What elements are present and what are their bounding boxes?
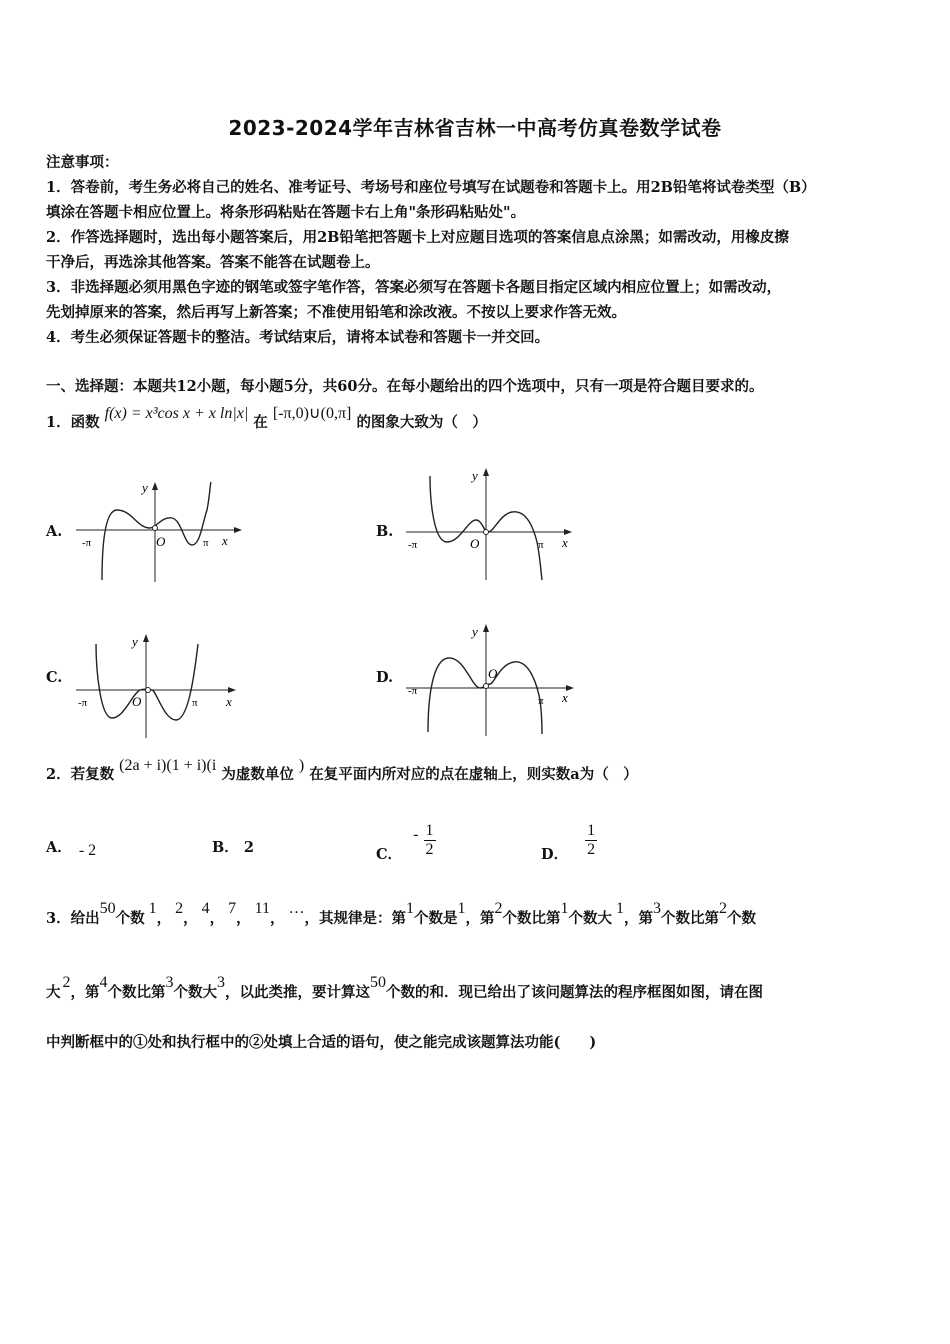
- q1-prefix: 1．函数: [46, 414, 100, 431]
- graph-d-origin: O: [488, 666, 498, 681]
- q3-text: 3．给出: [46, 910, 100, 927]
- notice-line: 先划掉原来的答案，然后再写上新答案；不准使用铅笔和涂改液。不按以上要求作答无效。: [46, 304, 626, 321]
- q1-mid: 在: [253, 414, 268, 431]
- q2-option-a-value: - 2: [78, 842, 97, 859]
- q3-number: 2: [494, 900, 503, 917]
- q3-number: 3: [165, 974, 174, 991]
- question-3-line-1: 3．给出50个数1，2，4，7，11，…，其规律是：第1个数是1，第2个数比第1个数大1，第3个数比第2个数: [46, 900, 756, 927]
- q3-text: 个数: [115, 910, 145, 927]
- q3-number: 50: [99, 900, 116, 917]
- q3-text: ，以此类推，要计算这: [225, 984, 370, 1001]
- q1-suffix: 的图象大致为（ ）: [356, 414, 487, 431]
- q3-number: 1: [457, 900, 466, 917]
- q3-seq-item: 4: [201, 900, 210, 917]
- q2-option-b-label: B．: [212, 839, 239, 856]
- q2-suffix: 在复平面内所对应的点在虚轴上，则实数a为（ ）: [309, 766, 638, 783]
- q2-option-d-den: 2: [587, 841, 596, 858]
- q2-formula: (2a + i)(1 + i)(i: [119, 757, 217, 774]
- q3-text: 个数比第: [107, 984, 166, 1001]
- q3-number: 3: [217, 974, 225, 991]
- q3-number: 4: [99, 974, 108, 991]
- graph-c-origin: O: [132, 694, 142, 709]
- q3-number: 1: [560, 900, 569, 917]
- question-2: [46, 757, 638, 787]
- q2-prefix: 2．若复数: [46, 766, 115, 783]
- q2-option-b-value: 2: [243, 839, 254, 856]
- q3-number: 1: [616, 900, 624, 917]
- graph-b-pi: π: [538, 539, 544, 551]
- q2-option-d: [541, 810, 597, 863]
- q2-paren: ): [298, 757, 305, 774]
- notice-heading: 注意事项：: [46, 154, 119, 171]
- q3-text: ，其规律是：第: [304, 910, 406, 927]
- q3-seq-item: 1: [148, 900, 157, 917]
- q1-formula: f(x) = x³cos x + x ln|x|: [104, 405, 249, 422]
- graph-b-x-label: x: [562, 535, 568, 550]
- q3-text: 个数比第: [661, 910, 719, 927]
- q3-text: 个数: [727, 910, 756, 927]
- q2-option-c-num: 1: [425, 822, 434, 839]
- graph-a-origin: O: [156, 534, 166, 549]
- graph-a-pi: π: [203, 537, 209, 549]
- q3-number: 2: [62, 974, 71, 991]
- q3-text: 个数比第: [502, 910, 561, 927]
- graph-a-y-label: y: [142, 480, 148, 495]
- q3-text: 个数的和．现已给出了该问题算法的程序框图如图，请在图: [386, 984, 763, 1001]
- q1-option-a-label: A.: [46, 523, 63, 540]
- q1-option-c-label: C.: [46, 669, 63, 686]
- q2-option-c: [376, 810, 436, 863]
- q1-graph-a: [72, 470, 247, 585]
- q2-option-d-fraction: [585, 822, 597, 859]
- q3-seq-item: 2: [175, 900, 184, 917]
- section-heading: 一、选择题：本题共12小题，每小题5分，共60分。在每小题给出的四个选项中，只有一项是符合题目要求的。: [46, 378, 764, 395]
- page-title: 2023-2024学年吉林省吉林一中高考仿真卷数学试卷: [228, 116, 722, 140]
- q2-option-c-fraction: [424, 822, 436, 859]
- q3-seq-item: 11: [254, 900, 270, 917]
- graph-b-y-label: y: [472, 468, 478, 483]
- q3-text: 个数大: [173, 984, 217, 1001]
- graph-b-neg-pi: -π: [408, 539, 418, 551]
- q3-text: 大: [46, 984, 61, 1001]
- q1-graph-d: [402, 620, 580, 738]
- q3-text: 个数大: [568, 910, 612, 927]
- question-3-line-2: [46, 974, 763, 1005]
- notice-line: 2．作答选择题时，选出每小题答案后，用2B铅笔把答题卡上对应题目选项的答案信息点涂黑；如需改动，用橡皮擦: [46, 229, 789, 246]
- q3-text: ，第: [624, 910, 653, 927]
- q2-option-b: [212, 836, 254, 857]
- q3-number: 2: [719, 900, 727, 917]
- q2-option-c-sign: -: [413, 825, 419, 843]
- graph-d-y-label: y: [472, 624, 478, 639]
- q1-domain: [-π,0)∪(0,π]: [272, 405, 352, 422]
- q3-seq-item: …: [288, 900, 305, 917]
- question-1: [46, 405, 487, 435]
- q3-number: 50: [370, 974, 386, 991]
- notice-line: 4．考生必须保证答题卡的整洁。考试结束后，请将本试卷和答题卡一并交回。: [46, 329, 550, 346]
- q2-option-d-label: D．: [541, 845, 569, 863]
- q3-text: 个数是: [414, 910, 458, 927]
- q2-option-c-den: 2: [425, 841, 434, 858]
- graph-c-x-label: x: [226, 694, 232, 709]
- q1-option-d-label: D.: [376, 669, 394, 686]
- q3-text: ，第: [465, 910, 495, 927]
- q3-text: ，第: [70, 984, 100, 1001]
- graph-c-y-label: y: [132, 634, 138, 649]
- notice-line: 填涂在答题卡相应位置上。将条形码粘贴在答题卡右上角"条形码粘贴处"。: [46, 204, 526, 221]
- q1-option-b-label: B.: [376, 523, 394, 540]
- graph-d-pi: π: [538, 695, 544, 707]
- graph-c-pi: π: [192, 697, 198, 709]
- q3-number: 3: [653, 900, 661, 917]
- graph-c-neg-pi: -π: [78, 697, 88, 709]
- q2-option-d-num: 1: [587, 822, 596, 839]
- q1-graph-b: [402, 462, 577, 584]
- notice-line: 3．非选择题必须用黑色字迹的钢笔或签字笔作答，答案必须写在答题卡各题目指定区域内相应位置上；如需改动，: [46, 279, 782, 296]
- q3-seq-item: 7: [228, 900, 237, 917]
- q3-number: 1: [406, 900, 414, 917]
- graph-d-x-label: x: [562, 690, 568, 705]
- question-3-line-3: 中判断框中的①处和执行框中的②处填上合适的语句，使之能完成该题算法功能( ): [46, 1034, 597, 1051]
- graph-b-origin: O: [470, 536, 480, 551]
- q2-option-a-label: A．: [46, 839, 72, 856]
- graph-a-neg-pi: -π: [82, 537, 92, 549]
- graph-d-neg-pi: -π: [408, 685, 418, 697]
- graph-a-x-label: x: [222, 533, 228, 548]
- notice-line: 1．答卷前，考生务必将自己的姓名、准考证号、考场号和座位号填写在试题卷和答题卡上。用2B铅笔将试卷类型（B）: [46, 179, 816, 196]
- q2-option-a: [46, 836, 96, 857]
- q2-mid: 为虚数单位: [221, 766, 294, 783]
- notice-line: 干净后，再选涂其他答案。答案不能答在试题卷上。: [46, 254, 380, 271]
- q1-graph-c: [72, 628, 242, 740]
- q2-option-c-label: C．: [376, 845, 403, 863]
